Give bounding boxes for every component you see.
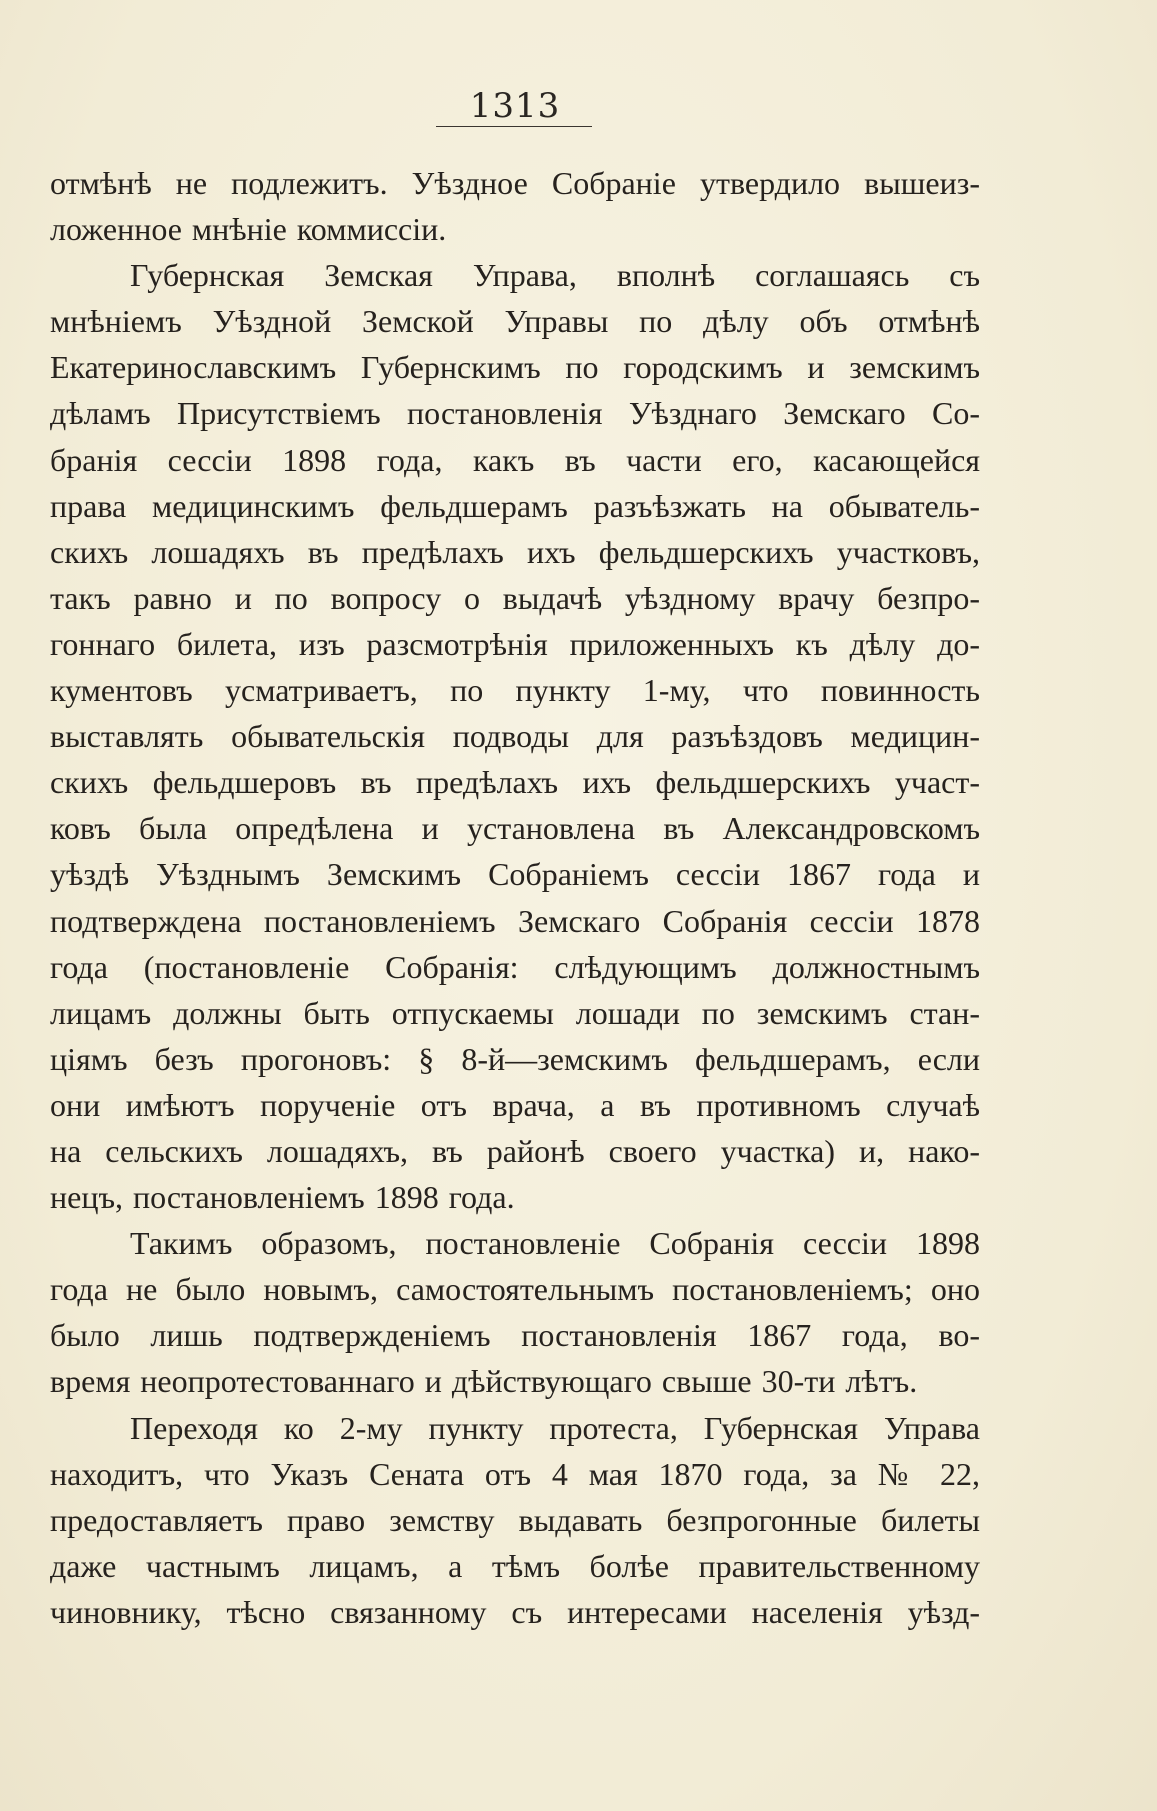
text-line: кументовъ усматриваетъ, по пункту 1-му, что повинность [50, 672, 980, 709]
text-line: выставлять обывательскія подводы для разъѣздовъ медицин- [50, 718, 980, 755]
text-line: дѣламъ Присутствіемъ постановленія Уѣзднаго Земскаго Со- [50, 395, 980, 432]
text-line: подтверждена постановленіемъ Земскаго Собранія сессіи 1878 [50, 902, 980, 939]
text-line: такъ равно и по вопросу о выдачѣ уѣздному врачу безпро- [50, 579, 980, 616]
text-line: бранія сессіи 1898 года, какъ въ части его, касающейся [50, 441, 980, 478]
text-line: даже частнымъ лицамъ, а тѣмъ болѣе правительственному [50, 1547, 980, 1584]
text-line: было лишь подтвержденіемъ постановленія 1867 года, во- [50, 1317, 980, 1354]
text-line: года не было новымъ, самостоятельнымъ постановленіемъ; оно [50, 1271, 980, 1308]
text-line: Такимъ образомъ, постановленіе Собранія сессіи 1898 [130, 1225, 980, 1262]
text-line: ковъ была опредѣлена и установлена въ Александровскомъ [50, 810, 980, 847]
text-line: предоставляетъ право земству выдавать безпрогонные билеты [50, 1501, 980, 1538]
text-line: гоннаго билета, изъ разсмотрѣнія приложенныхъ къ дѣлу до- [50, 625, 980, 662]
page-text [50, 160, 980, 1635]
text-line: лицамъ должны быть отпускаемы лошади по земскимъ стан- [50, 994, 980, 1031]
page-number: 1313 [469, 86, 561, 126]
text-line: на сельскихъ лошадяхъ, въ районѣ своего участка) и, нако- [50, 1132, 980, 1169]
text-line: ложенное мнѣніе коммиссіи. [50, 211, 447, 248]
text-line: нецъ, постановленіемъ 1898 года. [50, 1179, 515, 1216]
text-line: Переходя ко 2-му пункту протеста, Губернская Управа [130, 1409, 980, 1446]
text-line: они имѣютъ порученіе отъ врача, а въ противномъ случаѣ [50, 1086, 980, 1123]
text-line: скихъ лошадяхъ въ предѣлахъ ихъ фельдшерскихъ участковъ, [50, 533, 980, 570]
text-line: Губернская Земская Управа, вполнѣ соглашаясь съ [130, 257, 980, 294]
page-number-rule [436, 126, 592, 127]
text-line: ціямъ безъ прогоновъ: § 8-й—земскимъ фельдшерамъ, если [50, 1040, 980, 1077]
text-line: права медицинскимъ фельдшерамъ разъѣзжать на обыватель- [50, 487, 980, 524]
text-line: мнѣніемъ Уѣздной Земской Управы по дѣлу объ отмѣнѣ [50, 303, 980, 340]
text-line: находитъ, что Указъ Сената отъ 4 мая 1870 года, за № 22, [50, 1455, 980, 1492]
text-line: Екатеринославскимъ Губернскимъ по городскимъ и земскимъ [50, 349, 980, 386]
text-line: чиновнику, тѣсно связанному съ интересами населенія уѣзд- [50, 1593, 980, 1630]
text-line: уѣздѣ Уѣзднымъ Земскимъ Собраніемъ сессіи 1867 года и [50, 856, 980, 893]
text-line: скихъ фельдшеровъ въ предѣлахъ ихъ фельдшерскихъ участ- [50, 764, 980, 801]
text-line: года (постановленіе Собранія: слѣдующимъ должностнымъ [50, 948, 980, 985]
text-line: время неопротестованнаго и дѣйствующаго свыше 30-ти лѣтъ. [50, 1363, 918, 1400]
text-line: отмѣнѣ не подлежитъ. Уѣздное Собраніе утвердило вышеиз- [50, 165, 980, 201]
